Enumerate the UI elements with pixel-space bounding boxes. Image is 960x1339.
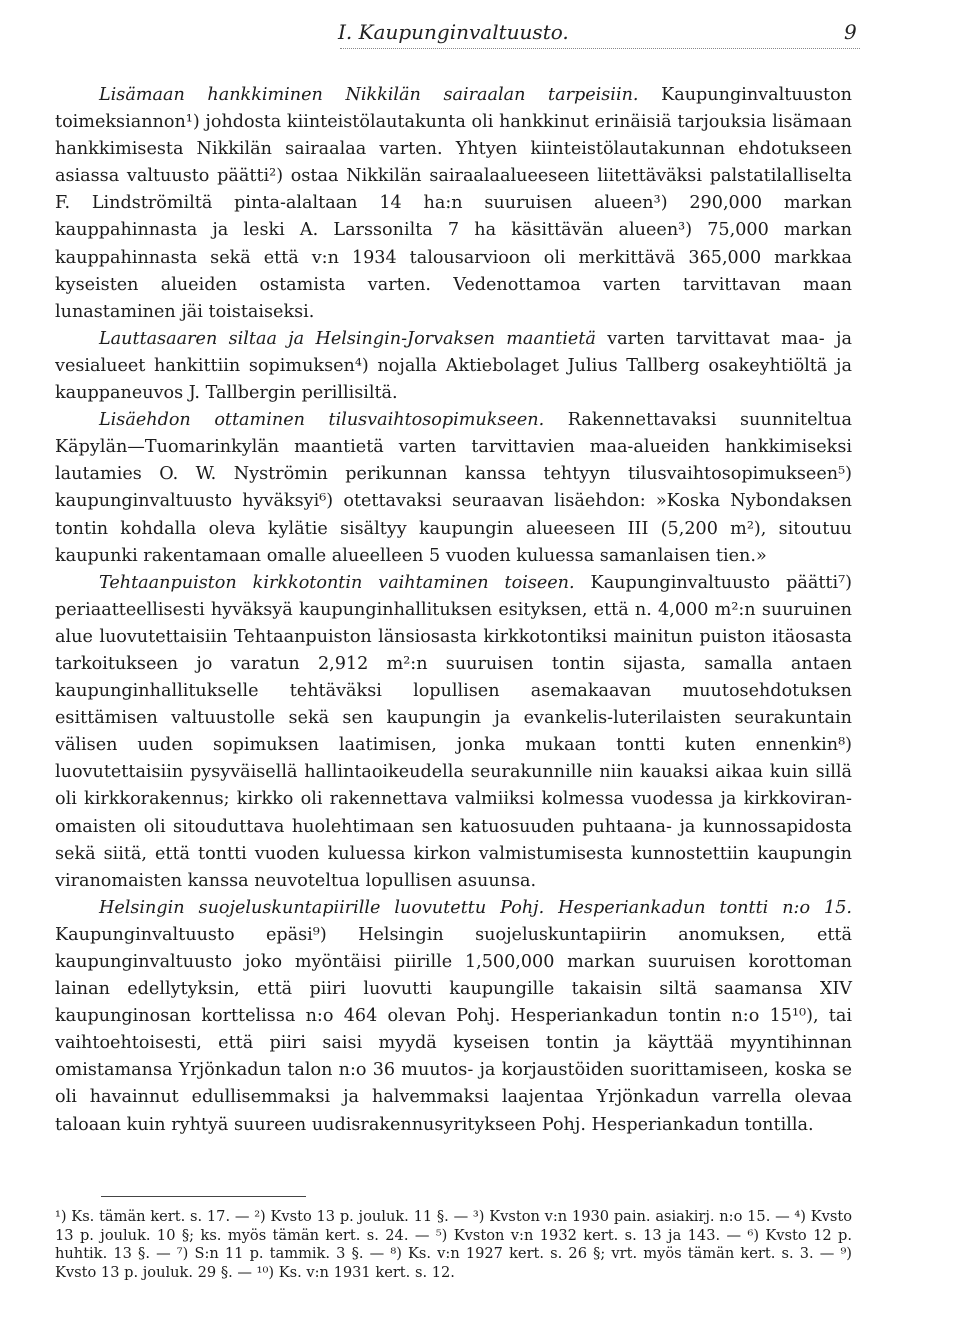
paragraph-suojeluskunta [55, 895, 852, 1139]
page-number: 9 [844, 20, 857, 44]
footnotes [55, 1208, 852, 1283]
paragraph-text: Kaupunginvaltuusto päätti⁷) periaatteellisesti hyväksyä kaupunginhallituksen esityksen, että n. 4,000 m²:n suuruinen alue luovutettaisiin Tehtaanpuiston länsiosasta kirkkotontiksi mainitun puiston itäosasta tarkoitukseen jo varatun 2,912 m²:n suuruisen tontin sijasta, samalla antaen kaupunginhallitukselle tehtäväksi lopullisen asemakaavan muutosehdotuksen esittämisen valtuustolle sekä sen kaupungin ja evankelis-luterilaisten seurakuntain välisen uuden sopimuksen laatimisen, jonka mukaan tontti kuten ennenkin⁸) luovutettaisiin pysyväisellä hallintaoikeudella seurakunnille niin kauaksi aikaa kuin sillä oli kirkkorakennus; kirkko oli rakennettava valmiiksi kolmessa vuodessa ja kirkkoviranomaisten oli sitouduttava huolehtimaan sen katuosuuden puhtaana- ja kunnossapidosta sekä siitä, että tontti vuoden kuluessa kirkon valmistumisesta kunnostettiin kaupungin viranomaisten kanssa neuvoteltua lopullisen asuunsa. [55, 572, 853, 891]
page-body [55, 82, 852, 1139]
paragraph-heading: Lisämaan hankkiminen Nikkilän sairaalan tarpeisiin. [99, 85, 639, 105]
paragraph-text: Kaupunginvaltuuston toimeksiannon¹) johdosta kiinteistölautakunta oli hankkinut erinäisiä tarjouksia lisämaan hankkimisesta Nikkilän sairaalaa varten. Yhtyen kiinteistölautakunnan ehdotukseen asiassa valtuusto päätti²) ostaa Nikkilän sairaalaalueeseen liitettäväksi palstatilalliselta F. Lindströmiltä pinta-alaltaan 14 ha:n suuruisen alueen³) 290,000 markan kauppahinnasta ja leski A. Larssonilta 7 ha käsittävän alueen³) 75,000 markan kauppahinnasta sekä että v:n 1934 talousarvioon oli merkittävä 365,000 markkaa kyseisten alueiden ostamista varten. Vedenottamoa varten tarvittavan maan lunastaminen jäi toistaiseksi. [55, 85, 852, 322]
paragraph-text: Rakennettavaksi suunniteltua Käpylän—Tuomarinkylän maantietä varten tarvittavien maa-alueiden hankkimiseksi lautamies O. W. Nyströmin perikunnan kanssa tehtyyn tilusvaihtosopimukseen⁵) kaupunginvaltuusto hyväksyi⁶) otettavaksi seuraavan lisäehdon: »Koska Nybondaksen tontin kohdalla oleva kylätie sisältyy kaupungin alueeseen III (5,200 m²), sitoutuu kaupunki rakentamaan omalle alueelleen 5 vuoden kuluessa samanlaisen tien.» [55, 410, 852, 566]
running-header [0, 18, 960, 46]
footnote-text: ¹) Ks. tämän kert. s. 17. — ²) Kvsto 13 p. jouluk. 11 §. — ³) Kvston v:n 1930 pain. asiakirj. n:o 15. — ⁴) Kvsto 13 p. jouluk. 10 §; ks. myös tämän kert. s. 24. — ⁵) Kvston v:n 1932 kert. s. 13 ja 143. — ⁶) Kvsto 12 p. huhtik. 13 §. — ⁷) S:n 11 p. tammik. 3 §. — ⁸) Ks. v:n 1927 kert. s. 26 §; vrt. myös tämän kert. s. 3. — ⁹) Kvsto 13 p. jouluk. 29 §. — ¹⁰) Ks. v:n 1931 kert. s. 12. [55, 1208, 852, 1282]
paragraph-kirkkotontti [55, 570, 852, 895]
paragraph-heading: Tehtaanpuiston kirkkotontin vaihtaminen toiseen. [99, 572, 575, 593]
paragraph-lisamaa [55, 82, 852, 326]
footnote-rule [101, 1196, 306, 1197]
running-title: I. Kaupunginvaltuusto. [338, 20, 569, 44]
header-rule [340, 48, 860, 49]
paragraph-lisaehto [55, 407, 852, 570]
paragraph-text: Kaupunginvaltuusto epäsi⁹) Helsingin suojeluskuntapiirin anomuksen, että kaupunginvaltuusto joko myöntäisi piirille 1,500,000 markan suuruisen korottoman lainan edellytyksin, että piiri luovutti kaupungille takaisin siltä saamansa XIV kaupunginosan korttelissa n:o 464 olevan Pohj. Hesperiankadun tontin n:o 15¹⁰), tai vaihtoehtoisesti, että piiri saisi myydä kyseisen tontin ja käyttää myyntihinnan omistamansa Yrjönkadun talon n:o 36 muutos- ja korjaustöiden suorittamiseen, koska se oli havainnut edullisemmaksi ja halvemmaksi laajentaa Yrjönkadun varrella olevaa taloaan kuin ryhtyä suureen uudisrakennusyritykseen Pohj. Hesperiankadun tontilla. [55, 924, 852, 1135]
paragraph-lauttasaari [55, 326, 852, 407]
paragraph-text: varten tarvittavat maa- ja vesialueet hankittiin sopimuksen⁴) nojalla Aktiebolaget Julius Tallberg osakeyhtiöltä ja kauppaneuvos J. Tallbergin perillisiltä. [55, 328, 852, 404]
paragraph-heading: Helsingin suojeluskuntapiirille luovutettu Pohj. Hesperiankadun tontti n:o 15. [99, 897, 852, 918]
paragraph-heading: Lauttasaaren siltaa ja Helsingin-Jorvaksen maantietä [99, 328, 596, 349]
paragraph-heading: Lisäehdon ottaminen tilusvaihtosopimukseen. [99, 410, 545, 431]
